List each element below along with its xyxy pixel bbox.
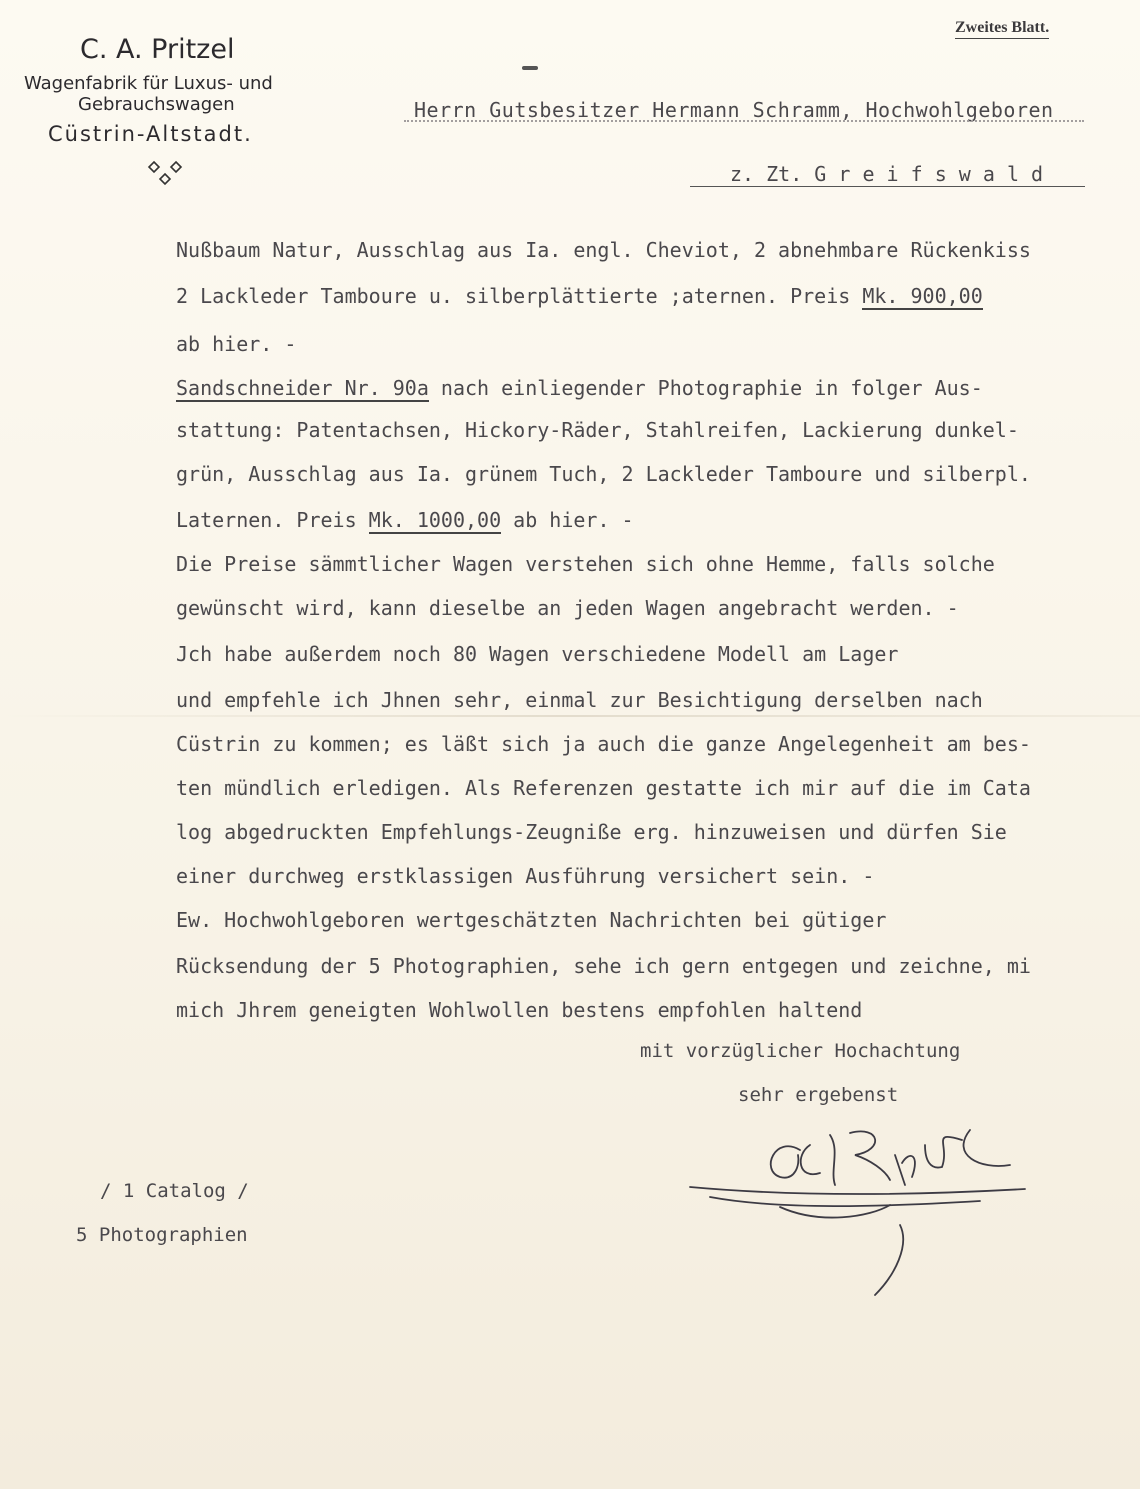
line-text: gewünscht wird, kann dieselbe an jeden Wagen angebracht werden. - <box>176 596 959 620</box>
line-text: log abgedruckten Empfehlungs-Zeugniße erg. hinzuweisen und dürfen Sie <box>176 820 1007 844</box>
body-line <box>176 864 874 888</box>
body-line <box>176 376 983 400</box>
company-name: C. A. Pritzel <box>80 34 235 65</box>
body-line <box>176 418 1019 442</box>
body-line <box>176 462 1031 486</box>
line-text: Cüstrin zu kommen; es läßt sich ja auch die ganze Angelegenheit am bes- <box>176 732 1031 756</box>
body-line <box>176 332 296 356</box>
addressee-line: Herrn Gutsbesitzer Hermann Schramm, Hochwohlgeboren <box>414 98 1054 122</box>
location-underline <box>690 186 1085 187</box>
company-city: Cüstrin-Altstadt. <box>48 122 253 146</box>
line-text: Jch habe außerdem noch 80 Wagen verschiedene Modell am Lager <box>176 642 899 666</box>
line-text: 2 Lackleder Tamboure u. silberplättierte ;aternen. Preis <box>176 284 863 308</box>
body-line <box>176 552 995 576</box>
line-text: einer durchweg erstklassigen Ausführung versichert sein. - <box>176 864 875 888</box>
body-line <box>176 776 1031 800</box>
location-line: z. Zt. G r e i f s w a l d <box>730 162 1044 186</box>
underlined-text: Mk. 900,00 <box>862 284 983 308</box>
line-text: und empfehle ich Jhnen sehr, einmal zur Besichtigung derselben nach <box>176 688 983 712</box>
body-line <box>176 642 898 666</box>
sheet-label: Zweites Blatt. <box>955 19 1049 39</box>
line-text: Die Preise sämmtlicher Wagen verstehen sich ohne Hemme, falls solche <box>176 552 995 576</box>
enclosure-photographs: 5 Photographien <box>76 1224 248 1246</box>
paper-fold <box>0 715 1140 717</box>
body-line <box>176 238 1031 262</box>
body-line <box>176 732 1031 756</box>
line-text: Laternen. Preis <box>176 508 369 532</box>
ornament-icon <box>146 158 186 192</box>
company-subtitle-1: Wagenfabrik für Luxus- und <box>24 73 273 94</box>
body-line <box>176 954 1031 978</box>
body-line <box>176 284 983 308</box>
underlined-text: Sandschneider Nr. 90a <box>176 376 429 400</box>
addressee-dotted-rule <box>404 120 1084 122</box>
enclosure-catalog: / 1 Catalog / <box>100 1180 249 1202</box>
line-text: nach einliegender Photographie in folger Aus- <box>428 376 983 400</box>
ink-mark <box>522 66 538 70</box>
underlined-text: Mk. 1000,00 <box>368 508 502 532</box>
body-line <box>176 508 634 532</box>
body-line <box>176 908 886 932</box>
company-subtitle-2: Gebrauchswagen <box>78 94 235 115</box>
closing-line-1: mit vorzüglicher Hochachtung <box>640 1040 961 1062</box>
line-text: Nußbaum Natur, Ausschlag aus Ia. engl. Cheviot, 2 abnehmbare Rückenkiss <box>176 238 1031 262</box>
line-text: grün, Ausschlag aus Ia. grünem Tuch, 2 Lackleder Tamboure und silberpl. <box>176 462 1031 486</box>
body-line <box>176 820 1007 844</box>
line-text: mich Jhrem geneigten Wohlwollen bestens empfohlen haltend <box>176 998 863 1022</box>
body-line <box>176 688 983 712</box>
line-text: ab hier. - <box>176 332 297 356</box>
line-text: stattung: Patentachsen, Hickory-Räder, Stahlreifen, Lackierung dunkel- <box>176 418 1019 442</box>
signature-image <box>680 1115 1040 1305</box>
closing-line-2: sehr ergebenst <box>738 1084 899 1106</box>
line-text: Rücksendung der 5 Photographien, sehe ich gern entgegen und zeichne, mi <box>176 954 1031 978</box>
line-text: ten mündlich erledigen. Als Referenzen gestatte ich mir auf die im Cata <box>176 776 1031 800</box>
body-line <box>176 596 959 620</box>
line-text: ab hier. - <box>501 508 634 532</box>
body-line <box>176 998 862 1022</box>
line-text: Ew. Hochwohlgeboren wertgeschätzten Nachrichten bei gütiger <box>176 908 887 932</box>
